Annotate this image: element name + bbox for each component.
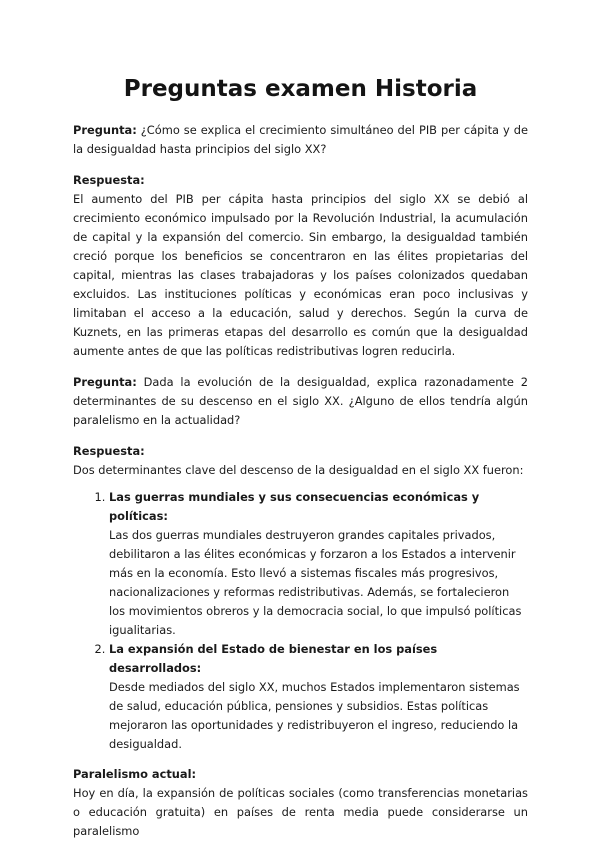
question-1-text: ¿Cómo se explica el crecimiento simultáneo del PIB per cápita y de la desigualdad hasta principios del siglo XX? (73, 123, 528, 156)
parallel-text: Hoy en día, la expansión de políticas sociales (como transferencias monetarias o educación gratuita) en países de renta media puede considerarse un paralelismo (73, 786, 528, 838)
answer-2-label: Respuesta: (73, 444, 145, 458)
list-item-title: 1. Las guerras mundiales y sus consecuencias económicas y políticas: (109, 490, 480, 523)
document-title: Preguntas examen Historia (123, 76, 478, 102)
answer-2-intro: Dos determinantes clave del descenso de la desigualdad en el siglo XX fueron: (73, 463, 524, 477)
list-item (109, 640, 528, 754)
question-2 (73, 373, 528, 430)
answer-1-label: Respuesta: (73, 173, 145, 187)
list-item (109, 488, 528, 640)
question-2-text: Dada la evolución de la desigualdad, explica razonadamente 2 determinantes de su descenso en el siglo XX. ¿Alguno de ellos tendría algún paralelismo en la actualidad? (73, 375, 528, 427)
question-1-label: Pregunta: (73, 123, 137, 137)
question-1 (73, 121, 528, 159)
answer-1-text: El aumento del PIB per cápita hasta principios del siglo XX se debió al crecimiento económico impulsado por la Revolución Industrial, la acumulación de capital y la expansión del comercio. Sin embargo, la desigualdad también creció porque los beneficios se concentraron en las élites propietarias del capital, mientras las clases trabajadoras y los países colonizados quedaban excluidos. Las instituciones políticas y económicas eran poco inclusivas y limitaban el acceso a la educación, salud y derechos. Según la curva de Kuznets, en las primeras etapas del desarrollo es común que la desigualdad aumente antes de que las políticas redistributivas logren reducirla. (73, 192, 528, 358)
list-item-text: Las dos guerras mundiales destruyeron grandes capitales privados, debilitaron a las élites económicas y forzaron a los Estados a intervenir más en la economía. Esto llevó a sistemas fiscales más progresivos, nacionalizaciones y reformas redistributivas. Además, se fortalecieron los movimientos obreros y la democracia social, lo que impulsó políticas igualitarias. (109, 528, 522, 637)
list-item-text: Desde mediados del siglo XX, muchos Estados implementaron sistemas de salud, educación pública, pensiones y subsidios. Estas políticas mejoraron las oportunidades y redistribuyeron el ingreso, reduciendo la desigualdad. (109, 680, 520, 751)
list-item-title: 2. La expansión del Estado de bienestar en los países desarrollados: (109, 642, 438, 675)
question-2-label: Pregunta: (73, 375, 137, 389)
determinants-list (73, 488, 528, 754)
parallel-label: Paralelismo actual: (73, 767, 197, 781)
